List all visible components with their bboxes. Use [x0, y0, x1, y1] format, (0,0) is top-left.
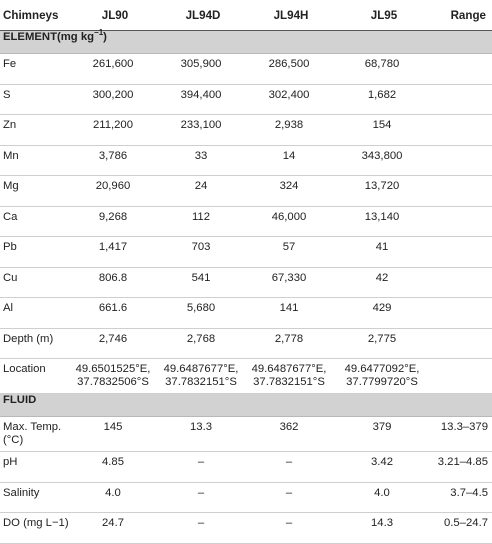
range-cell [431, 328, 492, 359]
value-cell: 141 [245, 298, 333, 329]
range-cell [431, 145, 492, 176]
value-cell: 24 [157, 176, 245, 207]
range-cell [431, 115, 492, 146]
value-cell: 2,775 [333, 328, 431, 359]
header-jl90: JL90 [69, 0, 157, 31]
header-jl94d: JL94D [157, 0, 245, 31]
value-cell: 541 [157, 267, 245, 298]
range-cell [431, 298, 492, 329]
value-cell: 145 [69, 417, 157, 452]
value-cell: 1,417 [69, 237, 157, 268]
value-cell: 112 [157, 206, 245, 237]
value-cell: 49.6487677°E, 37.7832151°S [245, 359, 333, 394]
value-cell: 2,938 [245, 115, 333, 146]
table-row [0, 417, 492, 452]
table-row [0, 298, 492, 329]
row-label: pH [0, 452, 69, 483]
value-cell: 2,778 [245, 328, 333, 359]
range-cell: 0.5–24.7 [431, 513, 492, 544]
value-cell: 343,800 [333, 145, 431, 176]
value-cell: – [157, 513, 245, 544]
table-row [0, 267, 492, 298]
value-cell: – [245, 452, 333, 483]
value-cell: 429 [333, 298, 431, 329]
value-cell: 57 [245, 237, 333, 268]
range-cell: 3.21–4.85 [431, 452, 492, 483]
value-cell: 13,720 [333, 176, 431, 207]
range-cell: 13.3–379 [431, 417, 492, 452]
value-cell: – [157, 482, 245, 513]
table-row [0, 145, 492, 176]
value-cell: 394,400 [157, 84, 245, 115]
row-label: Fe [0, 54, 69, 85]
value-cell: 5,680 [157, 298, 245, 329]
range-cell [431, 267, 492, 298]
value-cell: 703 [157, 237, 245, 268]
value-cell: 9,268 [69, 206, 157, 237]
value-cell: 49.6477092°E, 37.7799720°S [333, 359, 431, 394]
range-cell: 3.7–4.5 [431, 482, 492, 513]
section-row [0, 31, 492, 54]
row-label: S [0, 84, 69, 115]
row-label: DO (mg L−1) [0, 513, 69, 544]
range-cell [431, 54, 492, 85]
table-row [0, 115, 492, 146]
row-label: Al [0, 298, 69, 329]
value-cell: 3,786 [69, 145, 157, 176]
row-label: Mg [0, 176, 69, 207]
row-label: Max. Temp. (°C) [0, 417, 69, 452]
range-cell [431, 359, 492, 394]
value-cell: 46,000 [245, 206, 333, 237]
value-cell: 20,960 [69, 176, 157, 207]
value-cell: – [157, 452, 245, 483]
value-cell: 154 [333, 115, 431, 146]
header-row [0, 0, 492, 31]
table-row [0, 176, 492, 207]
section-row [0, 394, 492, 417]
value-cell: 41 [333, 237, 431, 268]
value-cell: 49.6501525°E, 37.7832506°S [69, 359, 157, 394]
table-row [0, 452, 492, 483]
table-row [0, 237, 492, 268]
value-cell: 14 [245, 145, 333, 176]
table-row [0, 359, 492, 394]
value-cell: 661.6 [69, 298, 157, 329]
value-cell: – [245, 513, 333, 544]
row-label: Pb [0, 237, 69, 268]
value-cell: 324 [245, 176, 333, 207]
value-cell: 300,200 [69, 84, 157, 115]
header-jl94h: JL94H [245, 0, 333, 31]
value-cell: 261,600 [69, 54, 157, 85]
table-row [0, 328, 492, 359]
value-cell: 2,768 [157, 328, 245, 359]
value-cell: 379 [333, 417, 431, 452]
value-cell: 305,900 [157, 54, 245, 85]
value-cell: 13,140 [333, 206, 431, 237]
header-range: Range [431, 0, 492, 31]
header-jl95: JL95 [333, 0, 431, 31]
section-title: FLUID [0, 394, 492, 417]
range-cell [431, 84, 492, 115]
value-cell: 211,200 [69, 115, 157, 146]
value-cell: 14.3 [333, 513, 431, 544]
row-label: Depth (m) [0, 328, 69, 359]
value-cell: 42 [333, 267, 431, 298]
value-cell: 68,780 [333, 54, 431, 85]
value-cell: 4.0 [69, 482, 157, 513]
value-cell: 3.42 [333, 452, 431, 483]
value-cell: 67,330 [245, 267, 333, 298]
table-row [0, 84, 492, 115]
row-label: Zn [0, 115, 69, 146]
header-chimneys: Chimneys [0, 0, 69, 31]
value-cell: 302,400 [245, 84, 333, 115]
value-cell: 13.3 [157, 417, 245, 452]
range-cell [431, 237, 492, 268]
table-row [0, 513, 492, 544]
table-row [0, 206, 492, 237]
section-title: ELEMENT(mg $kg^{-1}$) [0, 31, 492, 54]
value-cell: 362 [245, 417, 333, 452]
range-cell [431, 206, 492, 237]
value-cell: 233,100 [157, 115, 245, 146]
value-cell: 49.6487677°E, 37.7832151°S [157, 359, 245, 394]
value-cell: 1,682 [333, 84, 431, 115]
value-cell: 33 [157, 145, 245, 176]
value-cell: 806.8 [69, 267, 157, 298]
row-label: Ca [0, 206, 69, 237]
row-label: Mn [0, 145, 69, 176]
value-cell: 286,500 [245, 54, 333, 85]
table-row [0, 54, 492, 85]
row-label: Location [0, 359, 69, 394]
value-cell: 24.7 [69, 513, 157, 544]
value-cell: 4.85 [69, 452, 157, 483]
value-cell: – [245, 482, 333, 513]
table-row [0, 482, 492, 513]
range-cell [431, 176, 492, 207]
value-cell: 2,746 [69, 328, 157, 359]
value-cell: 4.0 [333, 482, 431, 513]
row-label: Cu [0, 267, 69, 298]
row-label: Salinity [0, 482, 69, 513]
